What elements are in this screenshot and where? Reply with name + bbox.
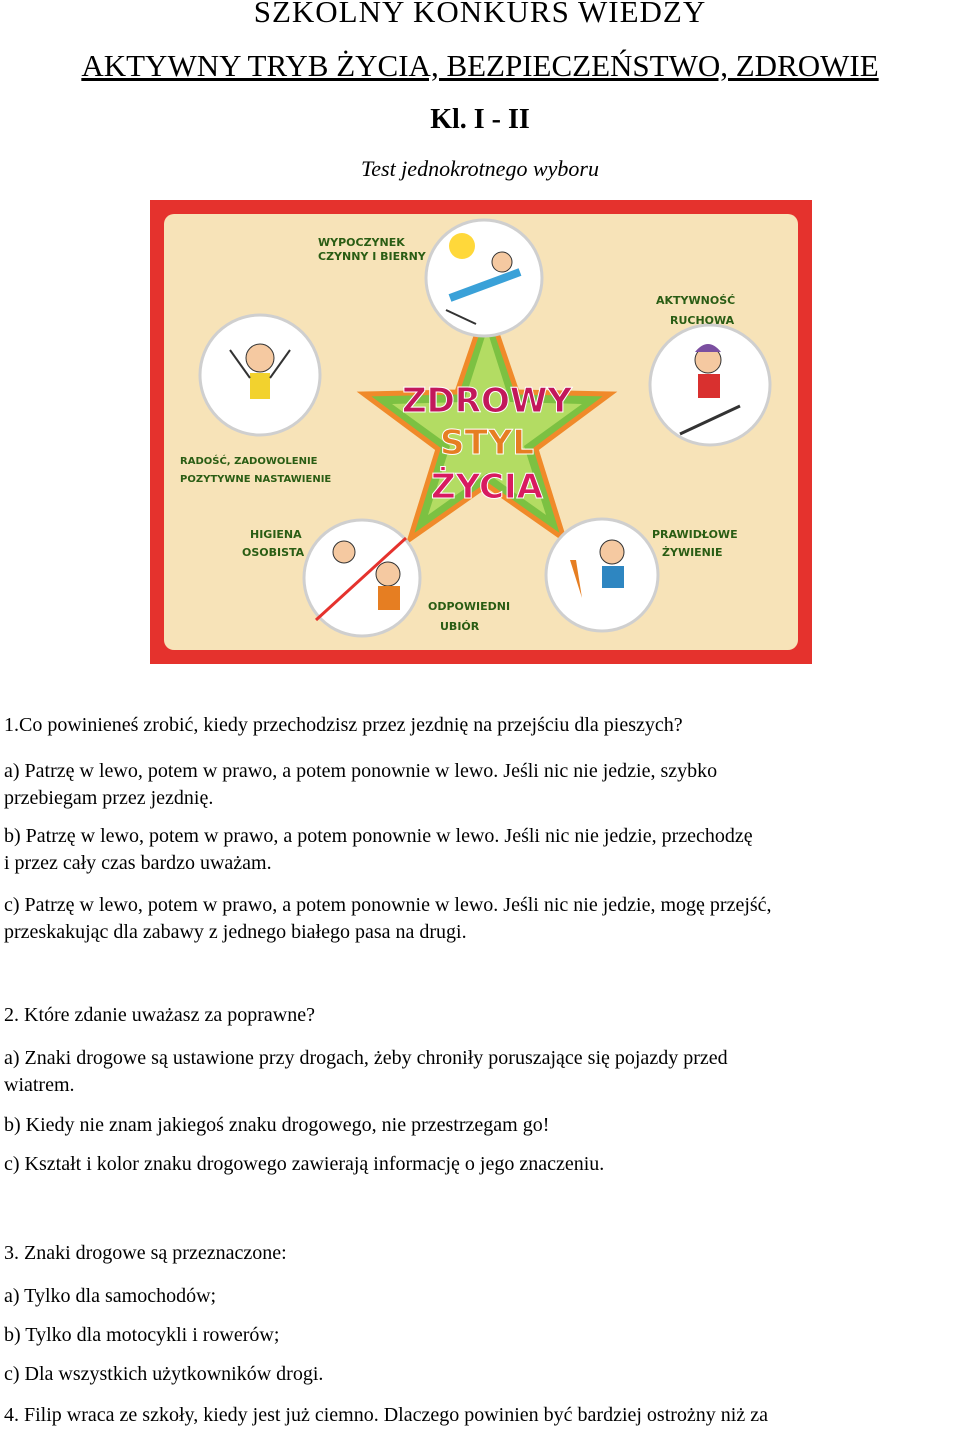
label-rest-line-2: CZYNNY I BIERNY xyxy=(318,250,426,263)
label-activity-line-1: AKTYWNOŚĆ xyxy=(656,294,736,307)
label-activity-line-2: RUCHOWA xyxy=(670,314,735,327)
question-1-answer-a-line-2: przebiegam przez jezdnię. xyxy=(4,787,214,809)
document-subtitle: AKTYWNY TRYB ŻYCIA, BEZPIECZEŃSTWO, ZDROWIE xyxy=(81,48,879,83)
question-2-answer-c: c) Kształt i kolor znaku drogowego zawierają informację o jego znaczeniu. xyxy=(4,1153,605,1175)
question-4-text: 4. Filip wraca ze szkoły, kiedy jest już ciemno. Dlaczego powinien być bardziej ostrożny niż za xyxy=(4,1404,768,1426)
document-title: SZKOLNY KONKURS WIEDZY xyxy=(253,0,707,29)
label-nutrition-line-1: PRAWIDŁOWE xyxy=(652,528,738,541)
joy-circle-icon xyxy=(200,315,320,435)
question-3-answer-c: c) Dla wszystkich użytkowników drogi. xyxy=(4,1363,324,1385)
question-2-answer-a-line-1: a) Znaki drogowe są ustawione przy drogach, żeby chroniły poruszające się pojazdy przed xyxy=(4,1047,728,1069)
question-1-answer-b-line-2: i przez cały czas bardzo uważam. xyxy=(4,852,272,874)
label-joy-line-1: RADOŚĆ, ZADOWOLENIE xyxy=(180,456,318,467)
question-2-answer-b: b) Kiedy nie znam jakiegoś znaku drogowego, nie przestrzegam go! xyxy=(4,1114,550,1136)
question-1-answer-b-line-1: b) Patrzę w lewo, potem w prawo, a potem ponownie w lewo. Jeśli nic nie jedzie, przechodzę xyxy=(4,825,753,847)
hygiene-clothing-circle-icon xyxy=(304,520,420,636)
rest-circle-icon xyxy=(426,220,542,336)
question-2-text: 2. Które zdanie uważasz za poprawne? xyxy=(4,1004,315,1026)
label-clothing-line-2: UBIÓR xyxy=(440,620,480,633)
activity-circle-icon xyxy=(650,325,770,445)
label-joy-line-2: POZYTYWNE NASTAWIENIE xyxy=(180,474,332,485)
label-rest-line-1: WYPOCZYNEK xyxy=(318,236,405,249)
star-text-line-3: ŻYCIA xyxy=(431,467,543,507)
question-3-answer-a: a) Tylko dla samochodów; xyxy=(4,1285,217,1307)
question-1-answer-c-line-2: przeskakując dla zabawy z jednego białego pasa na drugi. xyxy=(4,921,467,943)
class-label: Kl. I - II xyxy=(430,104,530,135)
star-text-line-2: STYL xyxy=(440,423,534,463)
test-type-label: Test jednokrotnego wyboru xyxy=(361,156,599,181)
question-3-answer-b: b) Tylko dla motocykli i rowerów; xyxy=(4,1324,280,1346)
question-1-answer-a-line-1: a) Patrzę w lewo, potem w prawo, a potem ponownie w lewo. Jeśli nic nie jedzie, szybko xyxy=(4,760,718,782)
healthy-lifestyle-poster xyxy=(150,200,812,664)
star-text-line-1: ZDROWY xyxy=(401,381,573,421)
label-hygiene-line-2: OSOBISTA xyxy=(242,546,305,559)
question-3-text: 3. Znaki drogowe są przeznaczone: xyxy=(4,1242,287,1264)
question-1-text: 1.Co powinieneś zrobić, kiedy przechodzisz przez jezdnię na przejściu dla pieszych? xyxy=(4,714,683,736)
label-nutrition-line-2: ŻYWIENIE xyxy=(662,546,723,559)
nutrition-circle-icon xyxy=(546,519,658,631)
label-clothing-line-1: ODPOWIEDNI xyxy=(428,600,511,613)
question-1-answer-c-line-1: c) Patrzę w lewo, potem w prawo, a potem ponownie w lewo. Jeśli nic nie jedzie, mogę przejść, xyxy=(4,894,772,916)
question-2-answer-a-line-2: wiatrem. xyxy=(4,1074,75,1096)
label-hygiene-line-1: HIGIENA xyxy=(250,528,302,541)
